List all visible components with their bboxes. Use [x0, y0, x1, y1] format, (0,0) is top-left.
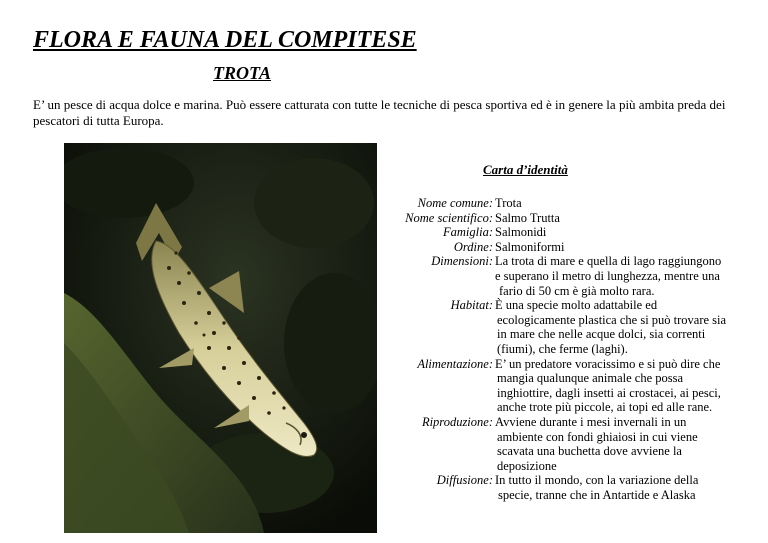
row-value — [493, 196, 750, 211]
row-value-line: La trota di mare e quella di lago raggiungono — [495, 254, 722, 269]
row-value-line: fario di 50 cm è già molto rara. — [499, 283, 655, 298]
row-nome-comune — [380, 196, 750, 211]
trout-photo — [64, 143, 377, 533]
row-label: Nome scientifico: — [405, 210, 493, 225]
row-value-line: in mare che nelle acque dolci, sia correnti — [497, 327, 706, 342]
row-famiglia — [380, 225, 750, 240]
row-value-line: Salmoniformi — [495, 239, 565, 254]
row-value-line: deposizione — [497, 458, 557, 473]
row-value-line: scavata una buchetta dove avviene la — [497, 444, 682, 459]
row-value-line: inghiottire, dagli insetti ai crostacei, ai pesci, — [497, 385, 721, 400]
row-value-line: ecologicamente plastica che si può trovare sia — [497, 312, 727, 327]
row-value-line: È una specie molto adattabile ed — [495, 298, 658, 313]
page-title: FLORA E FAUNA DEL COMPITESE — [33, 27, 417, 53]
row-label: Riproduzione: — [421, 414, 493, 429]
intro-paragraph: E’ un pesce di acqua dolce e marina. Può essere catturata con tutte le tecniche di pesca sportiva ed è in genere la più ambita preda dei pescatori di tutta Europa. — [33, 97, 726, 128]
row-value-line: Avviene durante i mesi invernali in un — [495, 414, 687, 429]
row-value — [493, 357, 750, 415]
identity-card-title: Carta d’identità — [483, 162, 568, 177]
row-value-line: ambiente con fondi ghiaiosi in cui viene — [497, 429, 698, 444]
row-riproduzione — [380, 415, 750, 473]
trout-photo-icon — [64, 143, 377, 533]
row-value — [493, 225, 750, 240]
row-value — [493, 298, 750, 356]
row-value-line: Salmonidi — [495, 225, 547, 240]
row-label: Alimentazione: — [417, 356, 493, 371]
row-value-line: mangia qualunque animale che possa — [497, 371, 684, 386]
row-alimentazione — [380, 357, 750, 415]
row-diffusione — [380, 473, 750, 502]
row-value — [493, 254, 750, 298]
row-label: Dimensioni: — [431, 254, 493, 269]
row-value — [493, 415, 750, 473]
row-nome-scientifico — [380, 211, 750, 226]
page-subtitle: TROTA — [213, 63, 272, 83]
identity-card — [380, 196, 750, 502]
row-habitat — [380, 298, 750, 356]
row-value-line: Salmo Trutta — [495, 210, 560, 225]
row-value — [493, 240, 750, 255]
row-value-line: E’ un predatore voracissimo e si può dire che — [495, 356, 721, 371]
row-value-line: e superano il metro di lunghezza, mentre una — [495, 268, 720, 283]
row-value-line: anche trote più piccole, ai topi ed alle rane. — [497, 400, 713, 415]
row-ordine — [380, 240, 750, 255]
row-label: Famiglia: — [443, 225, 493, 240]
row-value-line: specie, tranne che in Antartide e Alaska — [498, 487, 696, 502]
row-value — [493, 473, 750, 502]
row-label: Nome comune: — [417, 196, 493, 210]
row-value-line: In tutto il mondo, con la variazione della — [495, 473, 699, 488]
row-value-line: (fiumi), che ferme (laghi). — [497, 341, 628, 356]
row-label: Diffusione: — [436, 473, 493, 488]
row-value — [493, 211, 750, 226]
row-label: Ordine: — [453, 239, 493, 254]
row-label: Habitat: — [450, 298, 493, 313]
row-dimensioni — [380, 254, 750, 298]
row-value-line: Trota — [495, 196, 522, 210]
